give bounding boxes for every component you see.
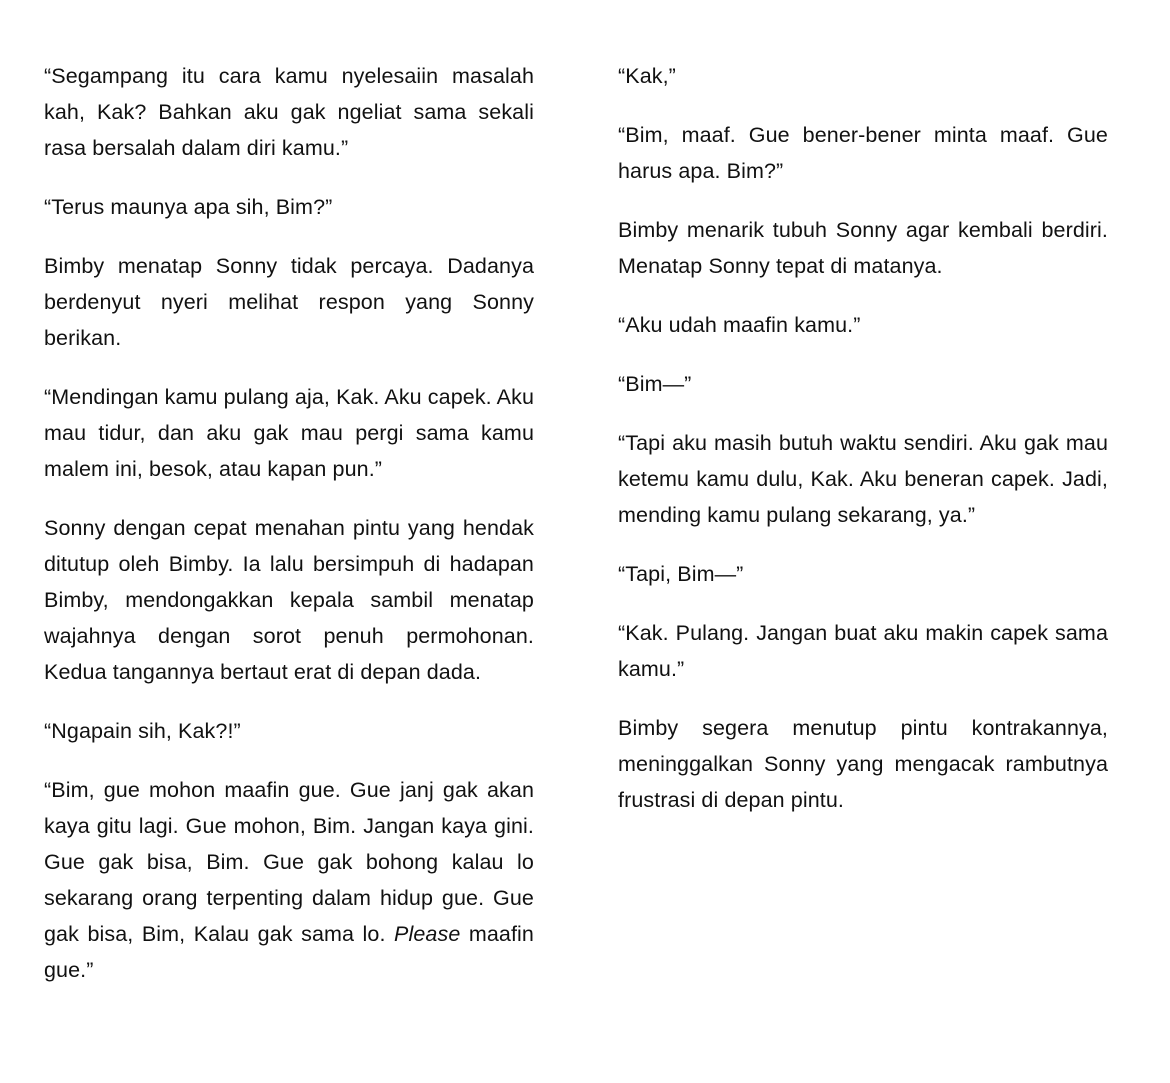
paragraph: “Segampang itu cara kamu nyelesaiin masalah kah, Kak? Bahkan aku gak ngeliat sama sekali rasa bersalah dalam diri kamu.” xyxy=(44,64,534,160)
paragraph: “Tapi, Bim—” xyxy=(618,562,744,586)
paragraph: “Terus maunya apa sih, Bim?” xyxy=(44,195,333,219)
italic-word: Please xyxy=(394,922,461,946)
paragraph: Sonny dengan cepat menahan pintu yang hendak ditutup oleh Bimby. Ia lalu bersimpuh di hadapan Bimby, mendongakkan kepala sambil menatap wajahnya dengan sorot penuh permohonan. Kedua tangannya bertaut erat di depan dada. xyxy=(44,516,534,684)
paragraph: “Tapi aku masih butuh waktu sendiri. Aku gak mau ketemu kamu dulu, Kak. Aku beneran capek. Jadi, mending kamu pulang sekarang, ya.” xyxy=(618,431,1108,527)
paragraph: Bimby menatap Sonny tidak percaya. Dadanya berdenyut nyeri melihat respon yang Sonny berikan. xyxy=(44,254,534,350)
paragraph-text: maafin gue.” xyxy=(44,922,534,982)
paragraph-with-italic xyxy=(44,772,534,988)
paragraph: “Bim, maaf. Gue bener-bener minta maaf. Gue harus apa. Bim?” xyxy=(618,123,1108,183)
paragraph: “Bim—” xyxy=(618,372,692,396)
paragraph: “Ngapain sih, Kak?!” xyxy=(44,719,241,743)
paragraph: Bimby menarik tubuh Sonny agar kembali berdiri. Menatap Sonny tepat di matanya. xyxy=(618,218,1108,278)
paragraph: “Aku udah maafin kamu.” xyxy=(618,313,861,337)
left-column xyxy=(44,58,534,988)
paragraph: “Kak,” xyxy=(618,64,676,88)
paragraph: “Kak. Pulang. Jangan buat aku makin capek sama kamu.” xyxy=(618,621,1108,681)
paragraph: “Mendingan kamu pulang aja, Kak. Aku capek. Aku mau tidur, dan aku gak mau pergi sama kamu malem ini, besok, atau kapan pun.” xyxy=(44,385,534,481)
paragraph: Bimby segera menutup pintu kontrakannya, meninggalkan Sonny yang mengacak rambutnya frustrasi di depan pintu. xyxy=(618,716,1108,812)
right-column xyxy=(618,58,1108,841)
paragraph-text: “Bim, gue mohon maafin gue. Gue janj gak akan kaya gitu lagi. Gue mohon, Bim. Jangan kaya gini. Gue gak bisa, Bim. Gue gak bohong kalau lo sekarang orang terpenting dalam hidup gue. Gue gak bisa, Bim, Kalau gak sama lo. xyxy=(44,778,534,946)
